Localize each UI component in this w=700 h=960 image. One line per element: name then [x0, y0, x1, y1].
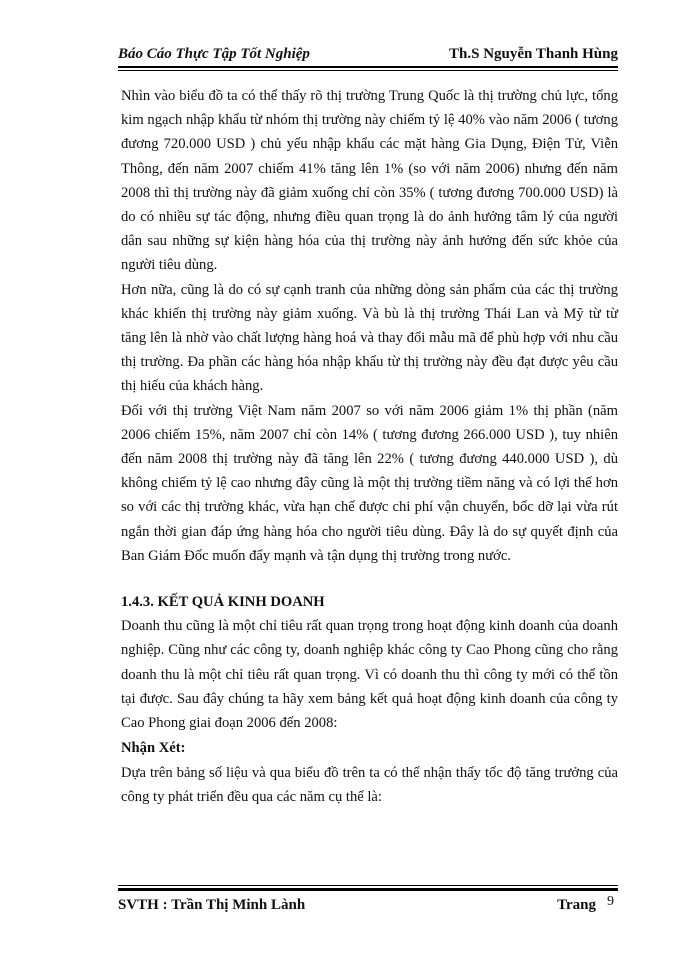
section-heading: 1.4.3. KẾT QUẢ KINH DOANH [121, 594, 325, 611]
paragraph-vietnam-market: Đối với thị trường Việt Nam năm 2007 so với năm 2006 giảm 1% thị phần (năm 2006 chiếm 15%, năm 2007 chỉ còn 14% ( tương đương 266.000 USD ), tuy nhiên đến năm 2008 thị trường này đã tăng lên 22% ( tương đương 440.000 USD ), dù không chiếm tỷ lệ cao nhưng đây cũng là một thị trường tiềm năng và có lợi thế hơn so với các thị trường khác, vừa hạn chế được chi phí vận chuyển, bốc dỡ lại vừa rút ngắn thời gian đáp ứng hàng hóa cho người tiêu dùng. Đây là do sự quyết định của Ban Giám Đốc muốn đẩy mạnh và tận dụng thị trường trong nước. [121, 402, 618, 564]
student-name: SVTH : Trần Thị Minh Lành [118, 897, 306, 913]
page-number: 9 [607, 894, 614, 909]
paragraph-china-market: Nhìn vào biểu đồ ta có thể thấy rõ thị trường Trung Quốc là thị trường chủ lực, tổng kim ngạch nhập khẩu từ nhóm thị trường này chiếm tỷ lệ 40% vào năm 2006 ( tương đương 720.000 USD ) chủ yếu nhập khẩu các mặt hàng Gia Dụng, Điện Tử, Viễn Thông, đến năm 2007 chiếm 41% tăng lên 1% (so với năm 2006) nhưng đến năm 2008 thì thị trường này đã giảm xuống chỉ còn 35% ( tương đương 700.000 USD) là do có nhiều sự tác động, nhưng điều quan trọng là do ảnh hưởng tâm lý của người dân sau những sự kiện hàng hóa của thị trường này ảnh hưởng đến sức khỏe của người tiêu dùng. [121, 88, 618, 274]
page-footer [118, 894, 618, 919]
paragraph-remark: Dựa trên bảng số liệu và qua biểu đồ trên ta có thể nhận thấy tốc độ tăng trưởng của công ty phát triển đều qua các năm cụ thể là: [121, 765, 618, 806]
advisor-name: Th.S Nguyễn Thanh Hùng [449, 46, 618, 62]
paragraph-revenue: Doanh thu cũng là một chỉ tiêu rất quan trọng trong hoạt động kinh doanh của doanh nghiệp. Cũng như các công ty, doanh nghiệp khác công ty Cao Phong cũng cho rằng doanh thu là một chỉ tiêu rất quan trọng. Vì có doanh thu thì công ty mới có thể tồn tại được. Sau đây chúng ta hãy xem bảng kết quả hoạt động kinh doanh của công ty Cao Phong giai đoạn 2006 đến 2008: [121, 618, 618, 732]
footer-rule [118, 885, 618, 891]
page-header [118, 40, 618, 66]
document-body [121, 84, 618, 810]
page-label: Trang [557, 897, 596, 913]
paragraph-competition: Hơn nữa, cũng là do có sự cạnh tranh của những dòng sản phẩm của các thị trường khác khiến thị trường này giảm xuống. Và bù là thị trường Thái Lan và Mỹ từ từ tăng lên là nhờ vào chất lượng hàng hoá và thay đổi mẫu mã để phù hợp với nhu cầu thị trường. Đa phần các hàng hóa nhập khẩu từ thị trường này đều đạt được yêu cầu thị hiếu của khách hàng. [121, 281, 618, 395]
section-gap [121, 568, 618, 590]
remark-heading: Nhận Xét: [121, 740, 186, 757]
report-title: Báo Cáo Thực Tập Tốt Nghiệp [118, 46, 310, 62]
header-rule [118, 66, 618, 71]
